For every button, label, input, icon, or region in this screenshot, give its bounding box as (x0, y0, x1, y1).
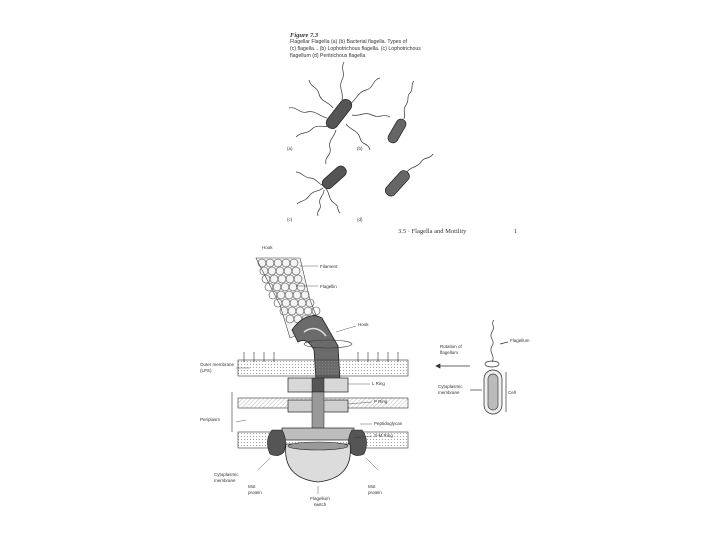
label-filament: Filament (320, 264, 338, 269)
label-p-ring: P Ring (374, 399, 388, 404)
label-flagellum-switch: Flagellum switch (310, 496, 330, 507)
label-sm-ring: S-M Ring (374, 433, 393, 438)
label-cell-length: Cell (508, 390, 516, 395)
label-flagellin: Flagellin (320, 284, 337, 289)
label-mot-protein-right: Mot protein (368, 484, 382, 495)
label-hook: Hook (358, 322, 369, 327)
label-rotation: Rotation of flagellum (440, 344, 462, 355)
caption-line-2: (c) flagella... (b) Lophotrichous flagella. (c) Lophotrichous (290, 46, 421, 52)
panel-label-d: (d) (357, 217, 363, 222)
label-mot-protein-left: Mot protein (248, 484, 262, 495)
caption-line-1: Flagellar Flagella (a) (b) Bacterial flagella. Types of (290, 39, 407, 45)
label-cell-membrane: Cytoplasmic membrane (438, 384, 463, 395)
label-periplasm: Periplasm (200, 417, 221, 422)
label-cell-flagellum: Flagellum (510, 338, 530, 343)
panel-label-c: (c) (287, 217, 293, 222)
panel-label-a: (a) (287, 146, 293, 151)
cell-flagellum (491, 320, 494, 362)
page-number: 1 (514, 228, 518, 235)
label-l-ring: L Ring (372, 381, 385, 386)
label-cytoplasmic-membrane: Cytoplasmic membrane (214, 472, 239, 483)
label-hook-top: Hook (262, 245, 273, 250)
label-peptidoglycan: Peptidoglycan (374, 421, 403, 426)
panel-label-b: (b) (357, 146, 363, 151)
label-outer-membrane: Outer membrane (LPS) (200, 362, 235, 373)
figure-title: Figure 7.3 (290, 32, 319, 39)
page-header: 3.5 · Flagella and Motility (398, 228, 467, 235)
caption-line-3: flagellum (d) Peritrichous flagella (290, 53, 366, 59)
